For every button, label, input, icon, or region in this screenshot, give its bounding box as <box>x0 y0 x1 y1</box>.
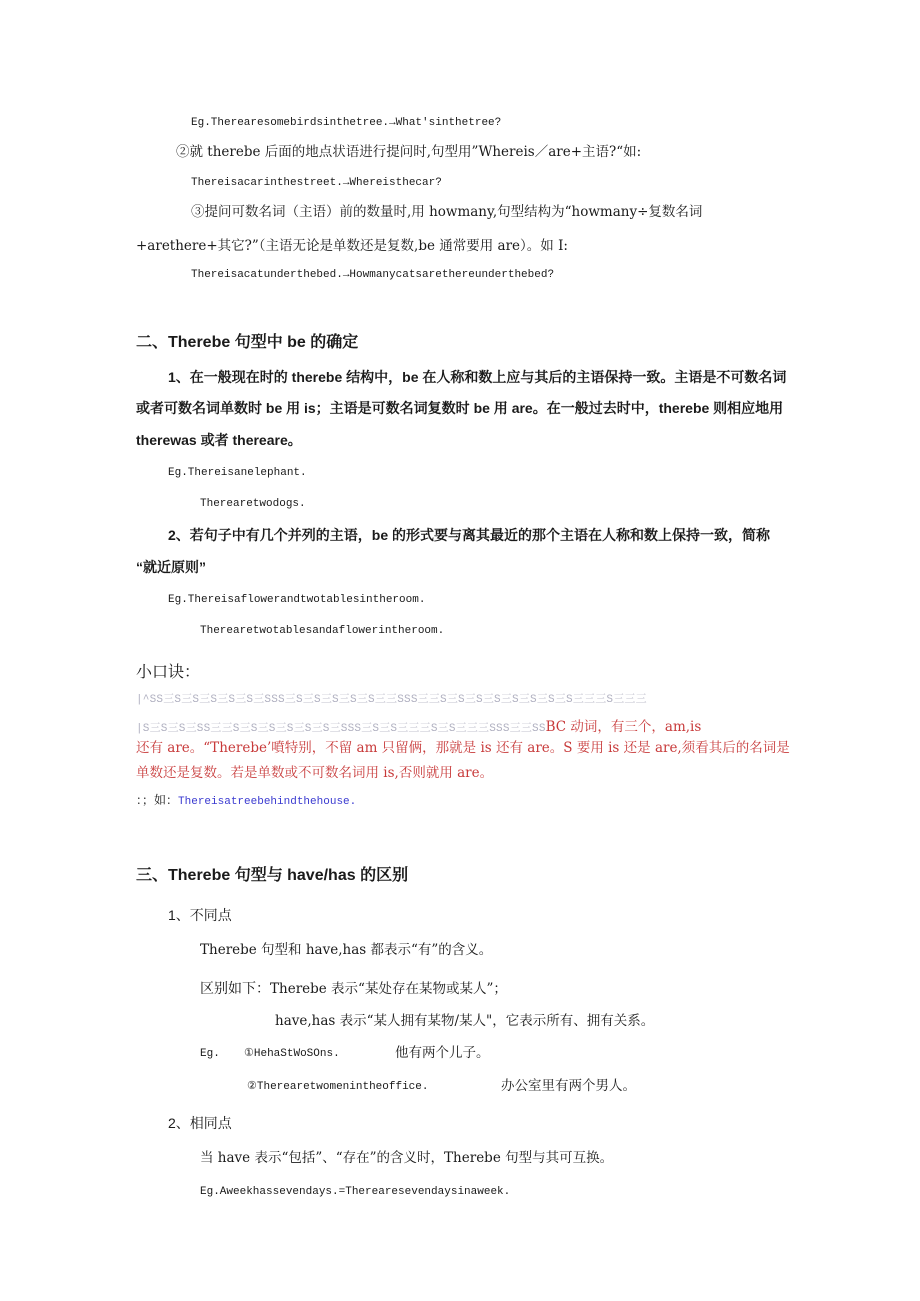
rhyme-red-line-3: 单数还是复数。若是单数或不可数名词用 is,否则就用 are。 <box>136 765 494 781</box>
rhyme-red-line-2: 还有 are。“Therebe’噴特别，不留 am 只留俩，那就是 is 还有 are。S 要用 is 还是 are,须看其后的名词是 <box>136 740 790 756</box>
example-3-2-english: ②Therearetwomenintheoffice. <box>247 1081 429 1093</box>
section-2-para-1-line-2: 或者可数名词单数时 be 用 is；主语是可数名词复数时 be 用 are。在一般过去时中，therebe 则相应地用 <box>136 400 784 416</box>
same-point-example: Eg.Aweekhassevendays.=Therearesevendaysinaweek. <box>200 1186 511 1198</box>
same-point-line: 当 have 表示“包括”、“存在”的含义时，Therebe 句型与其可互换。 <box>200 1150 614 1166</box>
section-2-para-1-line-3: therewas 或者 thereare。 <box>136 432 302 448</box>
section-2-heading: 二、Therebe 句型中 be 的确定 <box>136 334 359 351</box>
example-question-1: Eg.Therearesomebirdsinthetree.→What'sinthetree? <box>191 117 502 129</box>
example-question-3: Thereisacatunderthebed.→Howmanycatsarethereunderthebed? <box>191 269 555 281</box>
difference-line <box>200 980 507 997</box>
example-question-2: Thereisacarinthestreet.→Whereisthecar? <box>191 177 442 189</box>
example-3-1-chinese: 他有两个儿子。 <box>395 1045 490 1061</box>
example-2a: Eg.Thereisaflowerandtwotablesintheroom. <box>168 594 426 606</box>
rule-3-line-1: ③提问可数名词（主语）前的数量时,用 howmany,句型结构为“howmany÷复数名词 <box>191 204 703 220</box>
example-3-1-english: ①HehaStWoSOns. <box>244 1048 340 1060</box>
section-3-heading: 三、Therebe 句型与 have/has 的区别 <box>136 867 409 884</box>
difference-label: 区别如下： <box>200 980 270 996</box>
rule-2: ②就 therebe 后面的地点状语进行提问时,句型用”Whereis／are+主语?“如: <box>176 144 642 160</box>
section-2-para-2-line-2: “就近原则” <box>136 559 206 575</box>
example-2b: Therearetwotablesandaflowerintheroom. <box>200 625 445 637</box>
rhyme-example: Thereisatreebehindthehouse. <box>178 796 357 808</box>
rule-3-line-2: +arethere+其它?”（主语无论是单数还是复数,be 通常要用 are）。如 I: <box>136 238 568 254</box>
section-3-line-1: Therebe 句型和 have,has 都表示“有”的含义。 <box>200 942 493 958</box>
difference-therebe: Therebe 表示“某处存在某物或某人”； <box>270 981 507 997</box>
example-1b: Therearetwodogs. <box>200 498 306 510</box>
example-1a: Eg.Thereisanelephant. <box>168 467 307 479</box>
garbled-line-2: |S三S三S三SS三三S三S三S三S三S三S三SSS三S三S三三三S三S三三三SSS三三SS <box>136 723 546 735</box>
rhyme-example-prefix: ：；如： <box>136 793 179 807</box>
section-2-para-1-line-1: 1、在一般现在时的 therebe 结构中，be 在人称和数上应与其后的主语保持一致。主语是不可数名词 <box>168 369 787 385</box>
rhyme-title: 小口诀： <box>136 664 201 681</box>
rhyme-example-line <box>136 791 356 808</box>
rhyme-red-tail: BC 动词，有三个，am,is <box>545 719 702 735</box>
rhyme-line-1 <box>136 718 701 735</box>
section-2-para-2-line-1: 2、若句子中有几个并列的主语，be 的形式要与离其最近的那个主语在人称和数上保持一致，简称 <box>168 527 771 543</box>
section-3-sub-1: 1、不同点 <box>168 907 232 923</box>
section-3-sub-2: 2、相同点 <box>168 1115 232 1131</box>
example-3-2-chinese: 办公室里有两个男人。 <box>501 1078 636 1094</box>
garbled-line-1: |^SS三S三S三S三S三S三SSS三S三S三S三S三S三三SSS三三S三S三S三S三S三S三S三S三三三S三三三 <box>136 694 647 706</box>
eg-label: Eg. <box>200 1048 220 1060</box>
difference-have: have,has 表示“某人拥有某物/某人"，它表示所有、拥有关系。 <box>275 1013 655 1029</box>
